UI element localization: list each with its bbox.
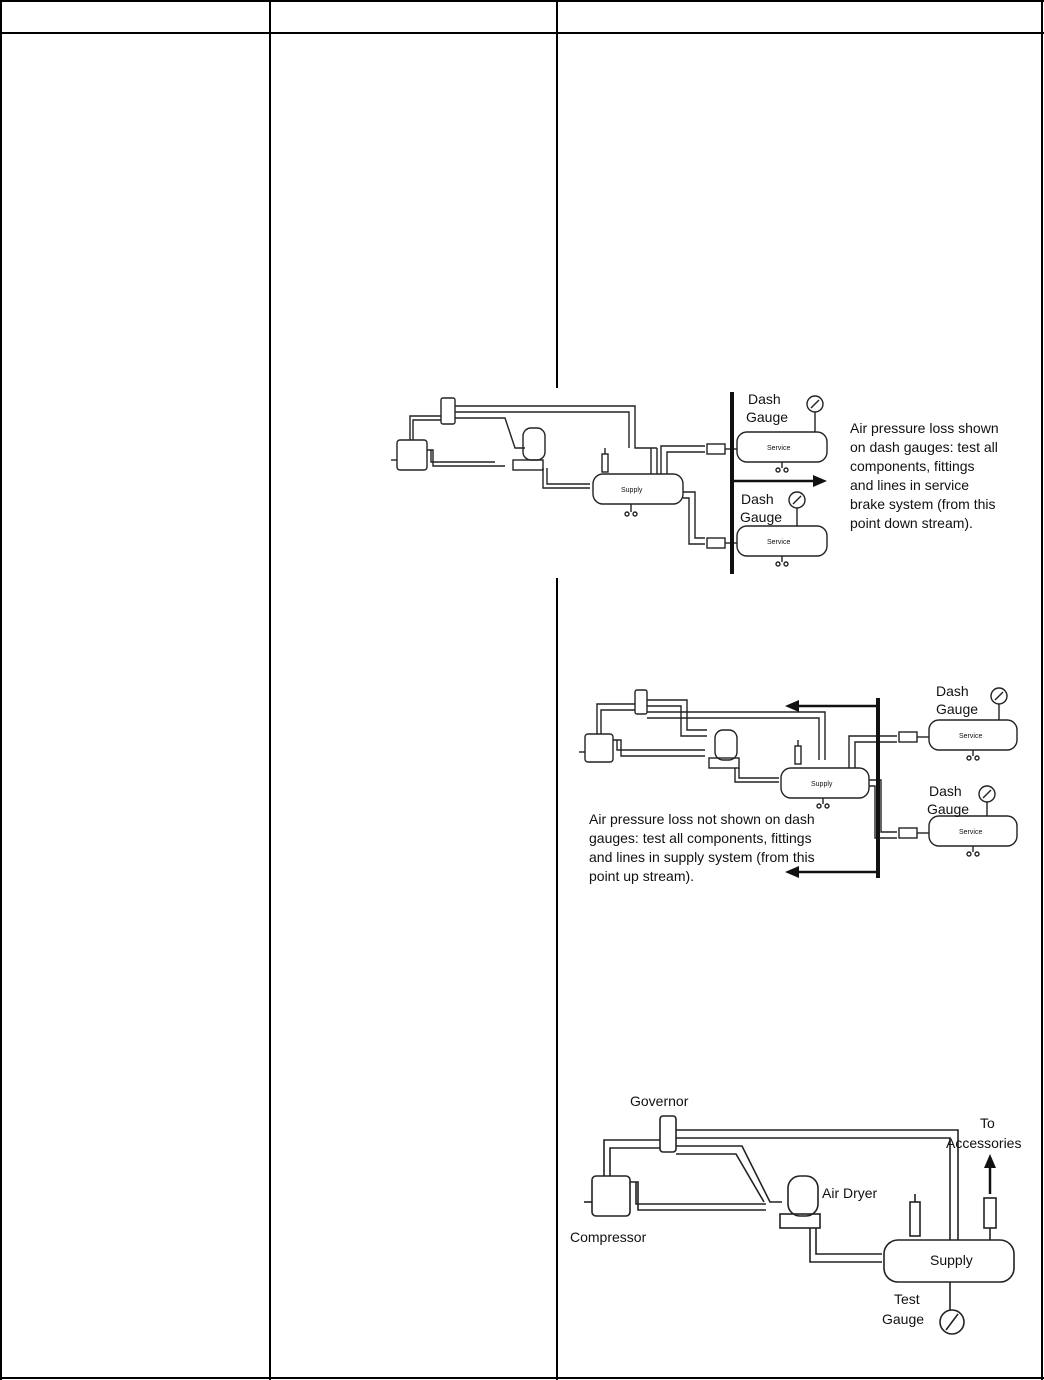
service-bottom-label: Service (959, 829, 983, 836)
note-line-3: and lines in supply system (from this (589, 849, 815, 865)
arrow-left-top-icon (785, 700, 799, 712)
note-line-2: gauges: test all components, fittings (589, 830, 812, 846)
table-bottom-border (0, 1377, 1044, 1379)
air-dryer-label: Air Dryer (822, 1185, 878, 1201)
test-point-bar (730, 392, 734, 574)
note-line-5: brake system (from this (850, 496, 996, 512)
figure-supply-system-diagram (575, 680, 1035, 890)
service-top-label: Service (767, 445, 791, 452)
note-line-1: Air pressure loss not shown on dash (589, 811, 815, 827)
service-bottom-label: Service (767, 539, 791, 546)
note-line-4: and lines in service (850, 477, 970, 493)
compressor-icon (585, 734, 613, 762)
air-dryer-icon (715, 730, 737, 760)
dash-gauge-top-line1: Dash (936, 683, 969, 699)
figure-supply-test-gauge-diagram (566, 1090, 1036, 1335)
dash-gauge-top-line2: Gauge (746, 409, 789, 425)
dash-gauge-bottom-line1: Dash (929, 783, 962, 799)
arrow-right-icon (813, 475, 827, 487)
service-top-label: Service (959, 733, 983, 740)
figure-service-system-diagram (385, 388, 1040, 578)
to-accessories-line2: Accessories (946, 1135, 1022, 1151)
test-gauge-line2: Gauge (882, 1311, 925, 1327)
air-dryer-icon (788, 1176, 818, 1216)
test-point-bar (876, 698, 880, 878)
note-line-6: point down stream). (850, 515, 973, 531)
dash-gauge-top-line1: Dash (748, 391, 781, 407)
dash-gauge-bottom-line2: Gauge (927, 801, 970, 817)
note-line-1: Air pressure loss shown (850, 420, 999, 436)
governor-label: Governor (630, 1093, 689, 1109)
column-divider-1 (269, 0, 271, 1380)
supply-label: Supply (811, 781, 833, 788)
table-left-border (0, 0, 2, 1380)
dash-gauge-top-line2: Gauge (936, 701, 979, 717)
compressor-label: Compressor (570, 1229, 647, 1245)
note-line-3: components, fittings (850, 458, 975, 474)
governor-icon (635, 690, 647, 714)
note-line-2: on dash gauges: test all (850, 439, 998, 455)
header-cell-1 (4, 2, 266, 32)
dash-gauge-bottom-line2: Gauge (740, 509, 783, 525)
header-cell-2 (273, 2, 553, 32)
governor-icon (660, 1116, 676, 1152)
supply-label: Supply (930, 1252, 973, 1268)
column-divider-2 (556, 0, 558, 1380)
header-cell-3 (560, 2, 1038, 32)
supply-label: Supply (621, 487, 643, 494)
note-line-4: point up stream). (589, 868, 695, 884)
header-row-border (0, 32, 1044, 34)
compressor-icon (592, 1176, 630, 1216)
table-right-border (1041, 0, 1043, 1380)
arrow-up-icon (984, 1154, 996, 1168)
to-accessories-line1: To (980, 1115, 995, 1131)
dash-gauge-bottom-line1: Dash (741, 491, 774, 507)
test-gauge-line1: Test (894, 1291, 920, 1307)
arrow-left-bottom-icon (785, 866, 799, 878)
